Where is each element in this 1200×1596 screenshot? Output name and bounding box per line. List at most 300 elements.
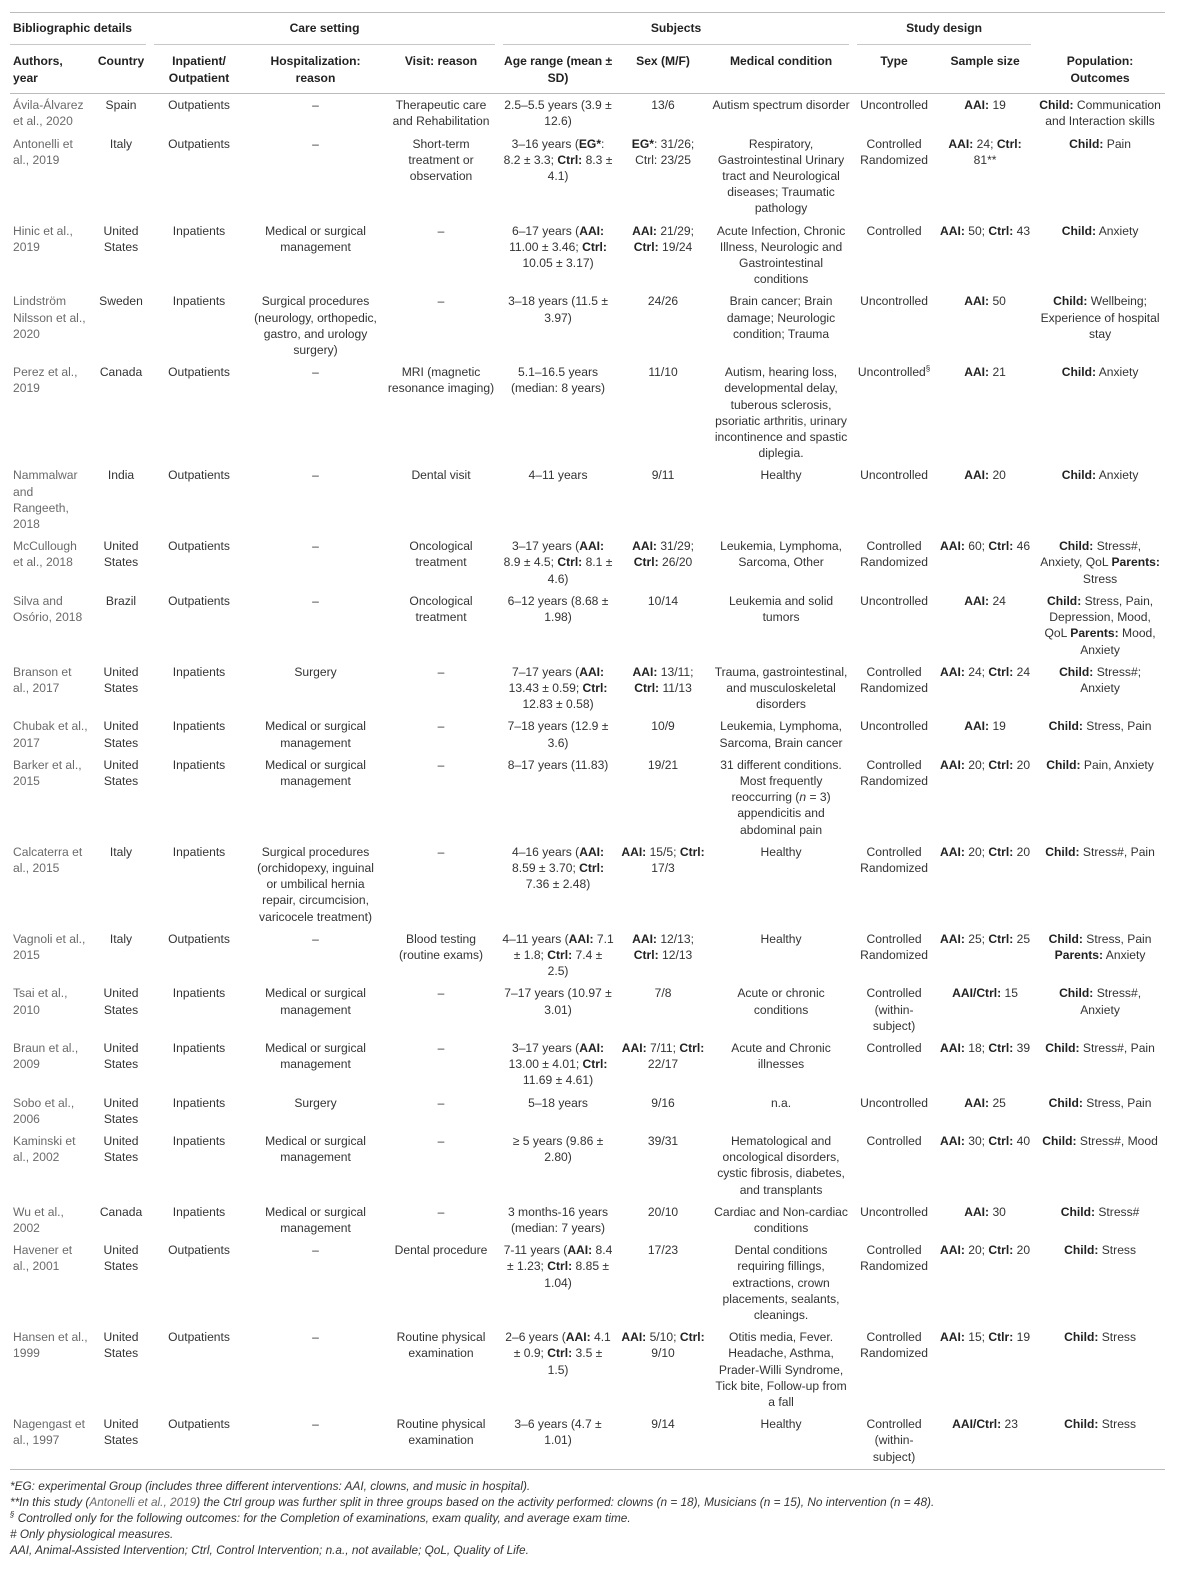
bold-label: Ctrl: (579, 860, 605, 875)
table-cell: – (312, 539, 319, 554)
table-row (10, 1092, 1165, 1130)
table-cell: – (437, 223, 445, 238)
bold-label: Parents: (1054, 947, 1104, 962)
bold-label: Child: (1064, 1417, 1099, 1432)
table-cell: Vagnoli et al., 2015 (13, 931, 86, 962)
table-cell: – (312, 136, 319, 151)
group-header: Bibliographic details (10, 13, 150, 45)
table-cell: 31 different conditions. Most frequently reoccurring (n = 3) appendicitis and abdominal pain (720, 757, 842, 837)
table-cell: – (437, 294, 445, 309)
table-cell: Medical or surgical management (265, 719, 366, 750)
table-cell: Child: Anxiety (1061, 468, 1139, 483)
table-cell: United States (103, 1330, 139, 1361)
table-cell: Inpatients (172, 1204, 226, 1219)
bold-label: Ctrl: (634, 680, 660, 695)
bold-label: Child: (1059, 664, 1094, 679)
bold-label: AAI: (964, 365, 990, 380)
table-cell: 3–6 years (4.7 ± 1.01) (499, 1413, 617, 1469)
table-cell: Child: Stress, Pain (1048, 719, 1152, 734)
table-cell: Inpatients (172, 757, 226, 772)
table-cell: AAI: 25; Ctrl: 25 (940, 931, 1031, 946)
table-cell: Controlled (866, 1040, 922, 1055)
table-row (10, 928, 1165, 983)
table-row (10, 220, 1165, 291)
table-cell: Italy (109, 931, 133, 946)
table-cell: Inpatients (172, 1095, 226, 1110)
table-cell: Uncontrolled (860, 468, 929, 483)
bold-label: AAI: (940, 1330, 965, 1345)
table-cell: Surgical procedures (neurology, orthopedic, gastro, and urology surgery) (254, 294, 377, 358)
table-row (10, 464, 1165, 535)
table-cell: Otitis media, Fever. Headache, Asthma, Prader-Willi Syndrome, Tick bite, Follow-up from a fall (715, 1330, 847, 1410)
table-cell: 7-11 years (AAI: 8.4 ± 1.23; Ctrl: 8.85 ± 1.04) (503, 1243, 613, 1290)
footnote (10, 1510, 1165, 1526)
table-cell: 7/8 (654, 986, 672, 1001)
table-cell: Inpatients (172, 664, 226, 679)
table-cell: – (312, 468, 319, 483)
table-cell: Ávila-Álvarez et al., 2020 (13, 98, 84, 129)
table-cell: Child: Stress (1035, 1413, 1165, 1469)
table-cell: AAI: 21/29; Ctrl: 19/24 (632, 223, 694, 254)
table-cell: Controlled Randomized (860, 664, 929, 695)
bold-label: AAI: (579, 1040, 605, 1055)
table-row (10, 841, 1165, 928)
table-cell: Routine physical examination (396, 1330, 486, 1361)
table-cell: Antonelli et al., 2019 (13, 136, 73, 167)
bold-label: AAI: (940, 664, 965, 679)
bold-label: Child: (1048, 931, 1083, 946)
table-cell: Sweden (99, 294, 143, 309)
footnotes (10, 1478, 1165, 1558)
bold-label: Ctrl: (633, 555, 659, 570)
table-cell: Child: Stress, Pain Parents: Anxiety (1048, 931, 1152, 962)
table-cell: – (312, 931, 319, 946)
bold-label: Parents: (1111, 555, 1160, 570)
bold-label: AAI: (579, 844, 605, 859)
table-cell: Controlled Randomized (860, 539, 929, 570)
table-cell: AAI: 60; Ctrl: 46 (940, 539, 1031, 554)
bold-label: AAI: (940, 1133, 965, 1148)
bold-label: Child: (1060, 1204, 1095, 1219)
table-cell: Medical or surgical management (265, 1040, 366, 1072)
table-cell: Hansen et al., 1999 (13, 1330, 88, 1361)
table-cell: Child: Stress#, Mood (1042, 1133, 1158, 1148)
bold-label: Ctrl: (679, 844, 705, 859)
table-cell: Outpatients (168, 98, 230, 113)
bold-label: Ctrl: (988, 844, 1014, 859)
table-cell: Leukemia and solid tumors (728, 593, 834, 625)
table-cell: 3–16 years (EG*: 8.2 ± 3.3; Ctrl: 8.3 ± 4.1) (503, 136, 613, 184)
table-cell: Controlled Randomized (860, 1330, 929, 1361)
table-cell: 6–17 years (AAI: 11.00 ± 3.46; Ctrl: 10.05 ± 3.17) (509, 223, 607, 271)
column-header: Country (92, 46, 150, 94)
table-cell: Leukemia, Lymphoma, Sarcoma, Other (720, 539, 842, 570)
footnote-text: Controlled only for the following outcomes: for the Completion of examinations, exam quality, and average exam time. (14, 1510, 631, 1525)
table-cell: 5.1–16.5 years (median: 8 years) (510, 365, 606, 396)
table-cell: Cardiac and Non-cardiac conditions (714, 1204, 848, 1235)
bold-label: AAI: (940, 844, 965, 859)
bold-label: Child: (1053, 294, 1088, 309)
footnote-symbol: § (10, 1509, 15, 1519)
table-cell: AAI: 30; Ctrl: 40 (940, 1133, 1031, 1148)
table-cell: 9/16 (651, 1095, 675, 1110)
table-row (10, 1201, 1165, 1239)
table-cell: AAI: 15; Ctlr: 19 (940, 1330, 1031, 1345)
bold-label: Child: (1064, 1243, 1099, 1258)
table-cell: Nammalwar and Rangeeth, 2018 (13, 468, 78, 532)
table-cell: 9/11 (651, 468, 675, 483)
table-cell: United States (103, 757, 139, 788)
bold-label: AAI/Ctrl: (952, 986, 1002, 1001)
table-cell: Outpatients (168, 931, 230, 946)
bold-label: Child: (1042, 1133, 1077, 1148)
table-cell: AAI: 24 (964, 593, 1006, 608)
footnote (10, 1494, 1165, 1510)
table-cell: Acute and Chronic illnesses (731, 1040, 831, 1072)
table-row (10, 590, 1165, 661)
group-header: Care setting (150, 13, 499, 45)
bold-label: Parents: (1070, 626, 1119, 641)
table-cell: Child: Wellbeing; Experience of hospital stay (1040, 294, 1160, 341)
bold-label: Child: (1059, 539, 1094, 554)
table-cell: United States (103, 986, 139, 1017)
bold-label: AAI: (940, 1040, 965, 1055)
table-row (10, 290, 1165, 361)
table-cell: United States (92, 1413, 150, 1469)
table-cell: Outpatients (168, 1243, 230, 1258)
bold-label: AAI: (621, 1040, 647, 1055)
table-cell: Hematological and oncological disorders, cystic fibrosis, diabetes, and transplants (717, 1133, 845, 1197)
table-cell: Healthy (760, 931, 802, 946)
bold-label: AAI: (964, 719, 990, 734)
table-cell: Outpatients (168, 365, 230, 380)
table-cell: Child: Stress, Pain, Depression, Mood, QoL Parents: Mood, Anxiety (1044, 593, 1156, 657)
bold-label: AAI: (964, 98, 990, 113)
column-header: Medical condition (709, 46, 853, 94)
table-cell: McCullough et al., 2018 (13, 539, 77, 570)
table-cell: – (437, 757, 445, 772)
bold-label: AAI: (632, 539, 657, 554)
table-cell: Inpatients (172, 1133, 226, 1148)
table-cell: Autism, hearing loss, developmental delay, tuberous sclerosis, psoriatic arthritis, urinary incontinence and spastic diplegia. (714, 365, 848, 461)
table-cell: AAI: 50 (964, 294, 1006, 309)
table-cell: 5–18 years (528, 1095, 588, 1110)
table-cell: Dental procedure (394, 1243, 488, 1258)
table-cell: ≥ 5 years (9.86 ± 2.80) (512, 1133, 604, 1165)
table-cell: Outpatients (168, 1330, 230, 1345)
table-row (10, 361, 1165, 464)
table-row (10, 1130, 1165, 1201)
superscript: § (925, 364, 931, 374)
bold-label: Child: (1048, 719, 1083, 734)
bold-label: Child: (1061, 468, 1097, 483)
table-cell: Surgery (294, 1095, 337, 1110)
table-cell: n.a. (770, 1095, 792, 1110)
bold-label: Child: (1045, 844, 1080, 859)
bold-label: Ctrl: (996, 136, 1022, 151)
table-cell: 4–11 years (528, 468, 588, 483)
table-cell: Child: Stress# (1060, 1204, 1140, 1219)
table-cell: AAI: 20; Ctrl: 20 (940, 844, 1031, 859)
bold-label: AAI: (565, 1330, 591, 1345)
column-header: Population: Outcomes (1035, 46, 1165, 94)
bold-label: AAI/Ctrl: (952, 1417, 1002, 1432)
table-cell: AAI: 5/10; Ctrl: 9/10 (621, 1330, 705, 1361)
table-cell: – (437, 844, 445, 859)
table-cell: United States (103, 1133, 139, 1165)
bold-label: Ctlr: (988, 1330, 1014, 1345)
bold-label: Ctrl: (547, 947, 573, 962)
bold-label: AAI: (964, 468, 990, 483)
bold-label: Ctrl: (633, 239, 659, 254)
bold-label: Ctrl: (557, 555, 583, 570)
bold-label: Child: (1046, 757, 1081, 772)
table-cell: Child: Stress#, Pain (1045, 844, 1155, 859)
table-cell: – (312, 1243, 319, 1258)
table-cell: AAI: 24; Ctrl: 24 (940, 664, 1031, 679)
table-cell: Controlled (866, 223, 922, 238)
table-cell: Kaminski et al., 2002 (13, 1133, 76, 1165)
table-cell: 6–12 years (8.68 ± 1.98) (507, 593, 609, 625)
table-cell: Oncological treatment (409, 593, 473, 625)
table-cell: Medical or surgical management (265, 1133, 366, 1165)
table-row (10, 1326, 1165, 1413)
table-cell: Leukemia, Lymphoma, Sarcoma, Brain cancer (719, 719, 843, 750)
table-cell: 2.5–5.5 years (3.9 ± 12.6) (504, 98, 612, 129)
table-cell: United States (103, 719, 139, 750)
table-cell: 3–18 years (11.5 ± 3.97) (508, 294, 608, 325)
column-header: Age range (mean ± SD) (499, 46, 617, 94)
table-cell: Sobo et al., 2006 (13, 1095, 75, 1126)
table-cell: Inpatients (172, 1040, 226, 1055)
table-cell: 7–17 years (AAI: 13.43 ± 0.59; Ctrl: 12.83 ± 0.58) (508, 664, 608, 712)
table-cell: AAI: 30 (964, 1204, 1006, 1219)
table-cell: Nagengast et al., 1997 (10, 1413, 92, 1469)
table-cell: – (437, 1133, 445, 1148)
column-header: Hospitalization: reason (248, 46, 383, 94)
table-row (10, 133, 1165, 220)
table-cell: Uncontrolled (860, 719, 929, 734)
bold-label: Ctrl: (988, 931, 1014, 946)
table-cell: United States (103, 1243, 139, 1274)
table-cell: Trauma, gastrointestinal, and musculoskeletal disorders (714, 664, 848, 712)
table-cell: Dental visit (411, 468, 471, 483)
table-cell: Controlled Randomized (860, 136, 929, 167)
table-cell: Inpatients (172, 986, 226, 1001)
bold-label: Ctrl: (679, 1040, 705, 1055)
bold-label: AAI: (579, 539, 605, 554)
bold-label: EG* (631, 136, 654, 151)
bold-label: Child: (1048, 1095, 1083, 1110)
group-header: Subjects (499, 13, 853, 45)
table-cell: 2–6 years (AAI: 4.1 ± 0.9; Ctrl: 3.5 ± 1.5) (505, 1330, 611, 1377)
table-cell: Medical or surgical management (265, 986, 366, 1017)
bold-label: Child: (1064, 1330, 1099, 1345)
table-cell: AAI: 31/29; Ctrl: 26/20 (632, 539, 694, 570)
table-cell: 8–17 years (11.83) (507, 757, 609, 772)
bold-label: Ctrl: (582, 680, 608, 695)
bold-label: Ctrl: (557, 152, 583, 167)
bold-label: AAI: (964, 1204, 990, 1219)
table-cell: Braun et al., 2009 (13, 1040, 79, 1072)
table-cell: 3 months-16 years (median: 7 years) (507, 1204, 609, 1235)
table-cell: Outpatients (168, 136, 230, 151)
table-cell: Controlled (within-subject) (853, 1413, 935, 1469)
table-row (10, 535, 1165, 590)
table-cell: Havener et al., 2001 (13, 1243, 73, 1274)
table-cell: United States (103, 223, 139, 254)
bold-label: Ctrl: (633, 947, 659, 962)
table-cell: AAI: 13/11; Ctrl: 11/13 (632, 664, 694, 695)
table-cell: Surgical procedures (orchidopexy, inguinal or umbilical hernia repair, circumcision, varicocele treatment) (257, 844, 374, 924)
table-cell: 4–16 years (AAI: 8.59 ± 3.70; Ctrl: 7.36 ± 2.48) (511, 844, 605, 892)
table-cell: Barker et al., 2015 (13, 757, 82, 788)
table-cell: India (107, 468, 135, 483)
table-cell: – (248, 1413, 383, 1469)
table-cell: – (437, 1095, 445, 1110)
table-row (10, 754, 1165, 841)
table-cell: Child: Stress (1064, 1330, 1137, 1345)
table-cell: – (437, 986, 445, 1001)
table-cell: Routine physical examination (383, 1413, 499, 1469)
reference-link[interactable]: Antonelli et al., 2019 (89, 1494, 197, 1509)
table-cell: Canada (99, 1204, 143, 1219)
table-cell: Child: Anxiety (1061, 223, 1139, 238)
bold-label: Child: (1046, 593, 1082, 608)
table-cell: AAI: 20; Ctrl: 20 (940, 757, 1031, 772)
group-header: Study design (853, 13, 1035, 45)
table-cell: Blood testing (routine exams) (399, 931, 484, 962)
table-cell: Child: Pain (1069, 136, 1131, 151)
table-cell: Chubak et al., 2017 (13, 719, 88, 750)
footnote: # Only physiological measures. (10, 1526, 174, 1541)
bold-label: Ctrl: (988, 757, 1014, 772)
table-cell: Child: Stress#, Pain (1045, 1040, 1155, 1055)
table-cell: Uncontrolled (860, 593, 929, 608)
table-cell: Outpatients (168, 593, 230, 608)
bold-label: Ctrl: (988, 1040, 1014, 1055)
table-cell: Calcaterra et al., 2015 (13, 844, 83, 875)
bold-label: Child: (1061, 223, 1097, 238)
table-cell: Canada (99, 365, 143, 380)
footnote-text: **In this study ( (10, 1494, 90, 1509)
table-cell: United States (103, 1040, 139, 1072)
bold-label: AAI: (632, 664, 658, 679)
table-cell: Tsai et al., 2010 (13, 986, 68, 1017)
column-header-row (10, 46, 1165, 94)
bold-label: AAI: (579, 223, 605, 238)
bold-label: AAI: (632, 931, 657, 946)
table-cell: 4–11 years (AAI: 7.1 ± 1.8; Ctrl: 7.4 ± 2.5) (502, 931, 614, 979)
table-cell: Inpatients (172, 719, 226, 734)
bold-label: Ctrl: (988, 664, 1014, 679)
table-row (10, 1037, 1165, 1092)
table-cell: Controlled Randomized (860, 931, 929, 962)
table-cell: Uncontrolled (860, 1204, 929, 1219)
table-cell: Italy (109, 844, 133, 859)
group-header-row (10, 13, 1165, 45)
table-cell: Acute Infection, Chronic Illness, Neurologic and Gastrointestinal conditions (716, 223, 846, 287)
table-cell: AAI: 24; Ctrl: 81** (948, 136, 1022, 167)
bold-label: AAI: (579, 664, 605, 679)
table-cell: AAI: 12/13; Ctrl: 12/13 (632, 931, 694, 962)
bold-label: Ctrl: (547, 1346, 573, 1361)
table-row (10, 94, 1165, 133)
table-cell: United States (103, 1095, 139, 1126)
column-header: Sex (M/F) (617, 46, 709, 94)
table-cell: Outpatients (168, 539, 230, 554)
table-cell: United States (103, 539, 139, 570)
table-cell: Uncontrolled (860, 98, 929, 113)
table-row (10, 1413, 1165, 1469)
table-cell: Child: Communication and Interaction skills (1039, 98, 1161, 129)
table-cell: Hinic et al., 2019 (13, 223, 73, 254)
column-header: Type (853, 46, 935, 94)
table-cell: Autism spectrum disorder (712, 98, 850, 113)
table-cell: AAI: 20 (964, 468, 1006, 483)
bold-label: AAI: (568, 931, 594, 946)
table-cell: 3–17 years (AAI: 8.9 ± 4.5; Ctrl: 8.1 ± 4.6) (503, 539, 613, 586)
table-cell: Uncontrolled§ (857, 364, 931, 380)
bold-label: Ctrl: (679, 1330, 705, 1345)
table-cell: Controlled Randomized (860, 844, 929, 875)
bold-label: AAI: (964, 593, 990, 608)
column-header: Visit: reason (383, 46, 499, 94)
table-cell: Uncontrolled (860, 1095, 929, 1110)
table-cell: – (437, 1040, 445, 1055)
group-header (1035, 13, 1165, 45)
table-cell: AAI: 7/11; Ctrl: 22/17 (621, 1040, 705, 1072)
table-cell: AAI: 15/5; Ctrl: 17/3 (621, 844, 705, 875)
table-cell: AAI: 19 (964, 98, 1006, 113)
italic-text: n (799, 790, 807, 805)
bold-label: Ctrl: (988, 539, 1014, 554)
footnote-text: ) the Ctrl group was further split in three groups based on the activity performed: clowns (n = 18), Musicians (n = 15), No intervention (n = 48). (196, 1494, 935, 1509)
table-cell: AAI/Ctrl: 15 (952, 986, 1018, 1001)
bold-label: AAI: (621, 1330, 647, 1345)
table-cell: Lindström Nilsson et al., 2020 (13, 294, 86, 341)
table-cell: Outpatients (168, 468, 230, 483)
table-cell: – (312, 1330, 319, 1345)
table-cell: 19/21 (647, 757, 679, 772)
table-cell: Short-term treatment or observation (408, 136, 474, 184)
table-cell: – (312, 98, 319, 113)
table-cell: 3–17 years (AAI: 13.00 ± 4.01; Ctrl: 11.69 ± 4.61) (508, 1040, 608, 1088)
table-cell: Surgery (294, 664, 337, 679)
table-cell: Inpatients (172, 294, 226, 309)
table-cell: Medical or surgical management (265, 223, 366, 254)
table-row (10, 1239, 1165, 1326)
bold-label: AAI: (940, 757, 965, 772)
bold-label: Ctrl: (547, 1259, 573, 1274)
table-cell: Child: Anxiety (1061, 365, 1139, 380)
table-cell: Child: Stress, Pain (1048, 1095, 1152, 1110)
table-cell: Inpatients (172, 223, 226, 238)
table-cell: Controlled (within-subject) (866, 986, 922, 1033)
table-cell: Healthy (760, 844, 802, 859)
table-cell: Child: Stress#, Anxiety (1059, 986, 1142, 1017)
table-cell: Respiratory, Gastrointestinal Urinary tract and Neurological diseases; Traumatic pathology (717, 136, 845, 216)
table-cell: Dental conditions requiring fillings, extractions, crown placements, sealants, cleanings. (722, 1243, 840, 1323)
bold-label: Child: (1061, 365, 1097, 380)
table-cell: Uncontrolled (860, 294, 929, 309)
bold-label: Child: (1039, 98, 1074, 113)
table-cell: – (437, 664, 445, 679)
table-cell: 17/23 (647, 1243, 679, 1258)
table-cell: Medical or surgical management (265, 1204, 366, 1235)
bold-label: Ctrl: (988, 1243, 1014, 1258)
table-cell: Controlled Randomized (860, 1243, 929, 1274)
